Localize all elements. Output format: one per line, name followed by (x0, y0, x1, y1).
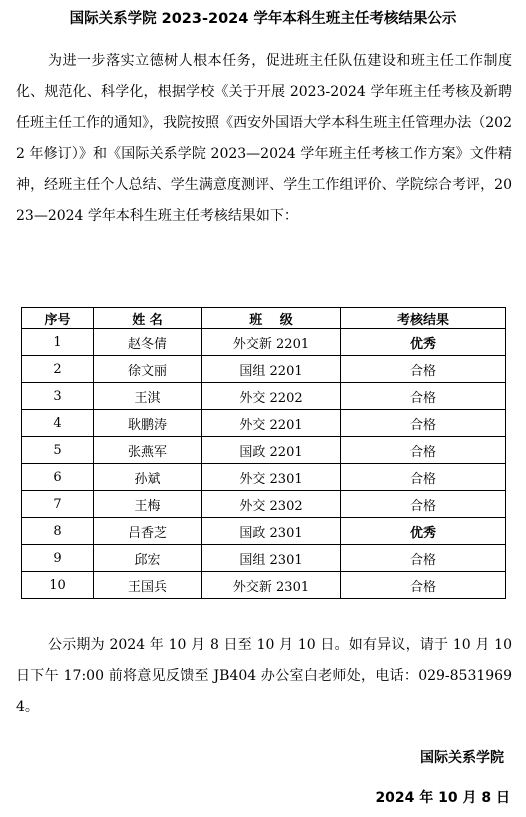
result-cell: 合格 (341, 572, 506, 599)
result-cell: 合格 (341, 545, 506, 572)
table-row (22, 545, 506, 572)
result-cell: 合格 (341, 383, 506, 410)
row-number-cell: 7 (22, 491, 94, 518)
table-row (22, 572, 506, 599)
name-cell: 孙斌 (94, 464, 202, 491)
table-row (22, 518, 506, 545)
table-header-row (22, 308, 506, 329)
row-number-cell: 4 (22, 410, 94, 437)
result-cell: 合格 (341, 356, 506, 383)
intro-section (16, 46, 512, 232)
result-cell: 合格 (341, 410, 506, 437)
header-no: 序号 (22, 308, 94, 329)
result-cell: 合格 (341, 491, 506, 518)
table-row (22, 491, 506, 518)
row-number-cell: 6 (22, 464, 94, 491)
notice-paragraph: 公示期为 2024 年 10 月 8 日至 10 月 10 日。如有异议，请于 10 月 10 日下午 17:00 前将意见反馈至 JB404 办公室白老师处，电话：029-85319694。 (16, 637, 512, 715)
class-cell: 国政 2301 (202, 518, 341, 545)
header-result: 考核结果 (341, 308, 506, 329)
row-number-cell: 8 (22, 518, 94, 545)
result-cell: 合格 (341, 464, 506, 491)
class-cell: 外交 2301 (202, 464, 341, 491)
row-number-cell: 1 (22, 329, 94, 356)
row-number-cell: 9 (22, 545, 94, 572)
name-cell: 王梅 (94, 491, 202, 518)
table-row (22, 464, 506, 491)
name-cell: 吕香芝 (94, 518, 202, 545)
result-cell: 合格 (341, 437, 506, 464)
class-cell: 外交 2201 (202, 410, 341, 437)
row-number-cell: 2 (22, 356, 94, 383)
table-row (22, 437, 506, 464)
name-cell: 耿鹏涛 (94, 410, 202, 437)
class-cell: 外交新 2301 (202, 572, 341, 599)
name-cell: 邱宏 (94, 545, 202, 572)
intro-paragraph: 为进一步落实立德树人根本任务，促进班主任队伍建设和班主任工作制度化、规范化、科学化，根据学校《关于开展 2023-2024 学年班主任考核及新聘任班主任工作的通知》，我院按照《西安外国语大学本科生班主任管理办法（2022 年修订）》和《国际关系学院 2023—2024 学年班主任考核工作方案》文件精神，经班主任个人总结、学生满意度测评、学生工作组评价、学院综合考评，2023—2024 学年本科生班主任考核结果如下： (16, 53, 512, 224)
name-cell: 王国兵 (94, 572, 202, 599)
results-table-body (22, 329, 506, 599)
class-cell: 外交 2202 (202, 383, 341, 410)
name-cell: 王淇 (94, 383, 202, 410)
table-row (22, 410, 506, 437)
signature-organization: 国际关系学院 (420, 750, 504, 766)
class-cell: 国政 2201 (202, 437, 341, 464)
class-cell: 外交 2302 (202, 491, 341, 518)
notice-section (16, 630, 512, 723)
signature-date: 2024 年 10 月 8 日 (375, 790, 510, 806)
results-table (21, 307, 506, 599)
row-number-cell: 5 (22, 437, 94, 464)
name-cell: 张燕军 (94, 437, 202, 464)
table-row (22, 356, 506, 383)
class-cell: 国组 2301 (202, 545, 341, 572)
document-title: 国际关系学院 2023-2024 学年本科生班主任考核结果公示 (69, 11, 457, 27)
result-cell: 优秀 (341, 329, 506, 356)
table-row (22, 329, 506, 356)
result-cell: 优秀 (341, 518, 506, 545)
header-class: 班 级 (202, 308, 341, 329)
name-cell: 徐文丽 (94, 356, 202, 383)
row-number-cell: 3 (22, 383, 94, 410)
table-row (22, 383, 506, 410)
header-name: 姓 名 (94, 308, 202, 329)
row-number-cell: 10 (22, 572, 94, 599)
class-cell: 外交新 2201 (202, 329, 341, 356)
class-cell: 国组 2201 (202, 356, 341, 383)
name-cell: 赵冬倩 (94, 329, 202, 356)
